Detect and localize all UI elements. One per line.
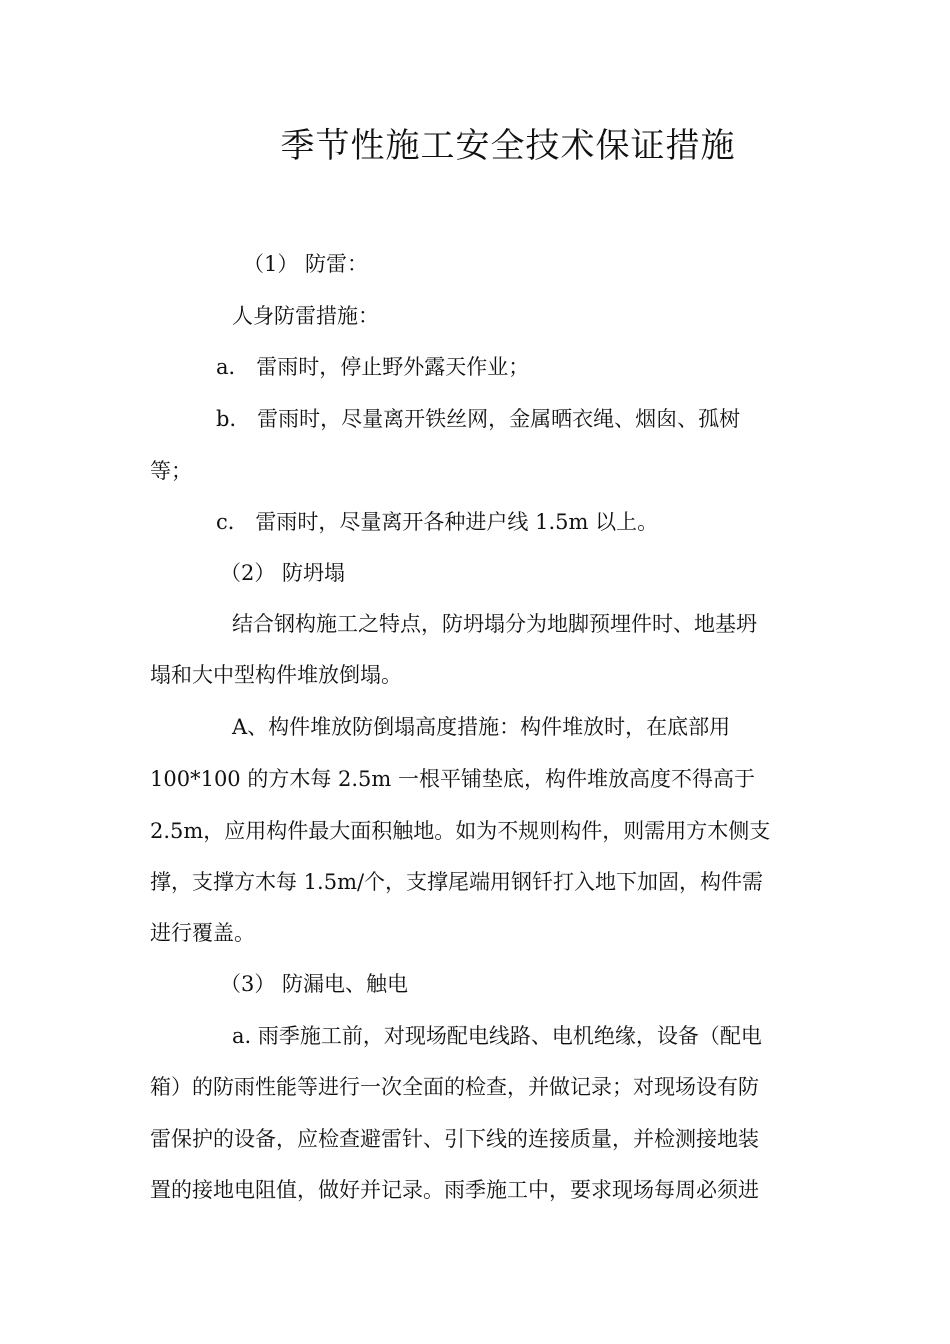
paragraph-line: 塌和大中型构件堆放倒塌。 [150, 663, 402, 687]
paragraph-line: 结合钢构施工之特点，防坍塌分为地脚预埋件时、地基坍 [232, 612, 757, 636]
paragraph-line: A、构件堆放防倒塌高度措施：构件堆放时，在底部用 [232, 715, 731, 739]
paragraph-line: 进行覆盖。 [150, 921, 255, 945]
paragraph-line: 2.5m，应用构件最大面积触地。如为不规则构件，则需用方木侧支 [150, 819, 771, 843]
heading-electric-shock-prevention: （3） 防漏电、触电 [220, 972, 409, 996]
paragraph-line: 雷保护的设备，应检查避雷针、引下线的连接质量，并检测接地装 [150, 1127, 759, 1151]
list-item-b-continued: 等； [150, 459, 192, 483]
heading-lightning-protection: （1） 防雷： [243, 252, 369, 276]
paragraph-line: 100*100 的方木每 2.5m 一根平铺垫底，构件堆放高度不得高于 [150, 767, 755, 791]
list-item-c: c． 雷雨时，尽量离开各种进户线 1.5m 以上。 [216, 510, 659, 534]
paragraph-line: 撑，支撑方木每 1.5m/个，支撑尾端用钢钎打入地下加固，构件需 [150, 870, 764, 894]
paragraph-line: 置的接地电阻值，做好并记录。雨季施工中，要求现场每周必须进 [150, 1178, 759, 1202]
paragraph-line: 人身防雷措施： [232, 304, 379, 328]
paragraph-line: a. 雨季施工前，对现场配电线路、电机绝缘，设备（配电 [232, 1024, 762, 1048]
document-title: 季节性施工安全技术保证措施 [280, 126, 736, 166]
heading-collapse-prevention: （2） 防坍塌 [220, 561, 346, 585]
paragraph-line: 箱）的防雨性能等进行一次全面的检查，并做记录；对现场设有防 [150, 1075, 759, 1099]
list-item-a: a． 雷雨时，停止野外露天作业； [216, 355, 530, 379]
list-item-b: b． 雷雨时，尽量离开铁丝网，金属晒衣绳、烟囱、孤树 [216, 407, 741, 431]
